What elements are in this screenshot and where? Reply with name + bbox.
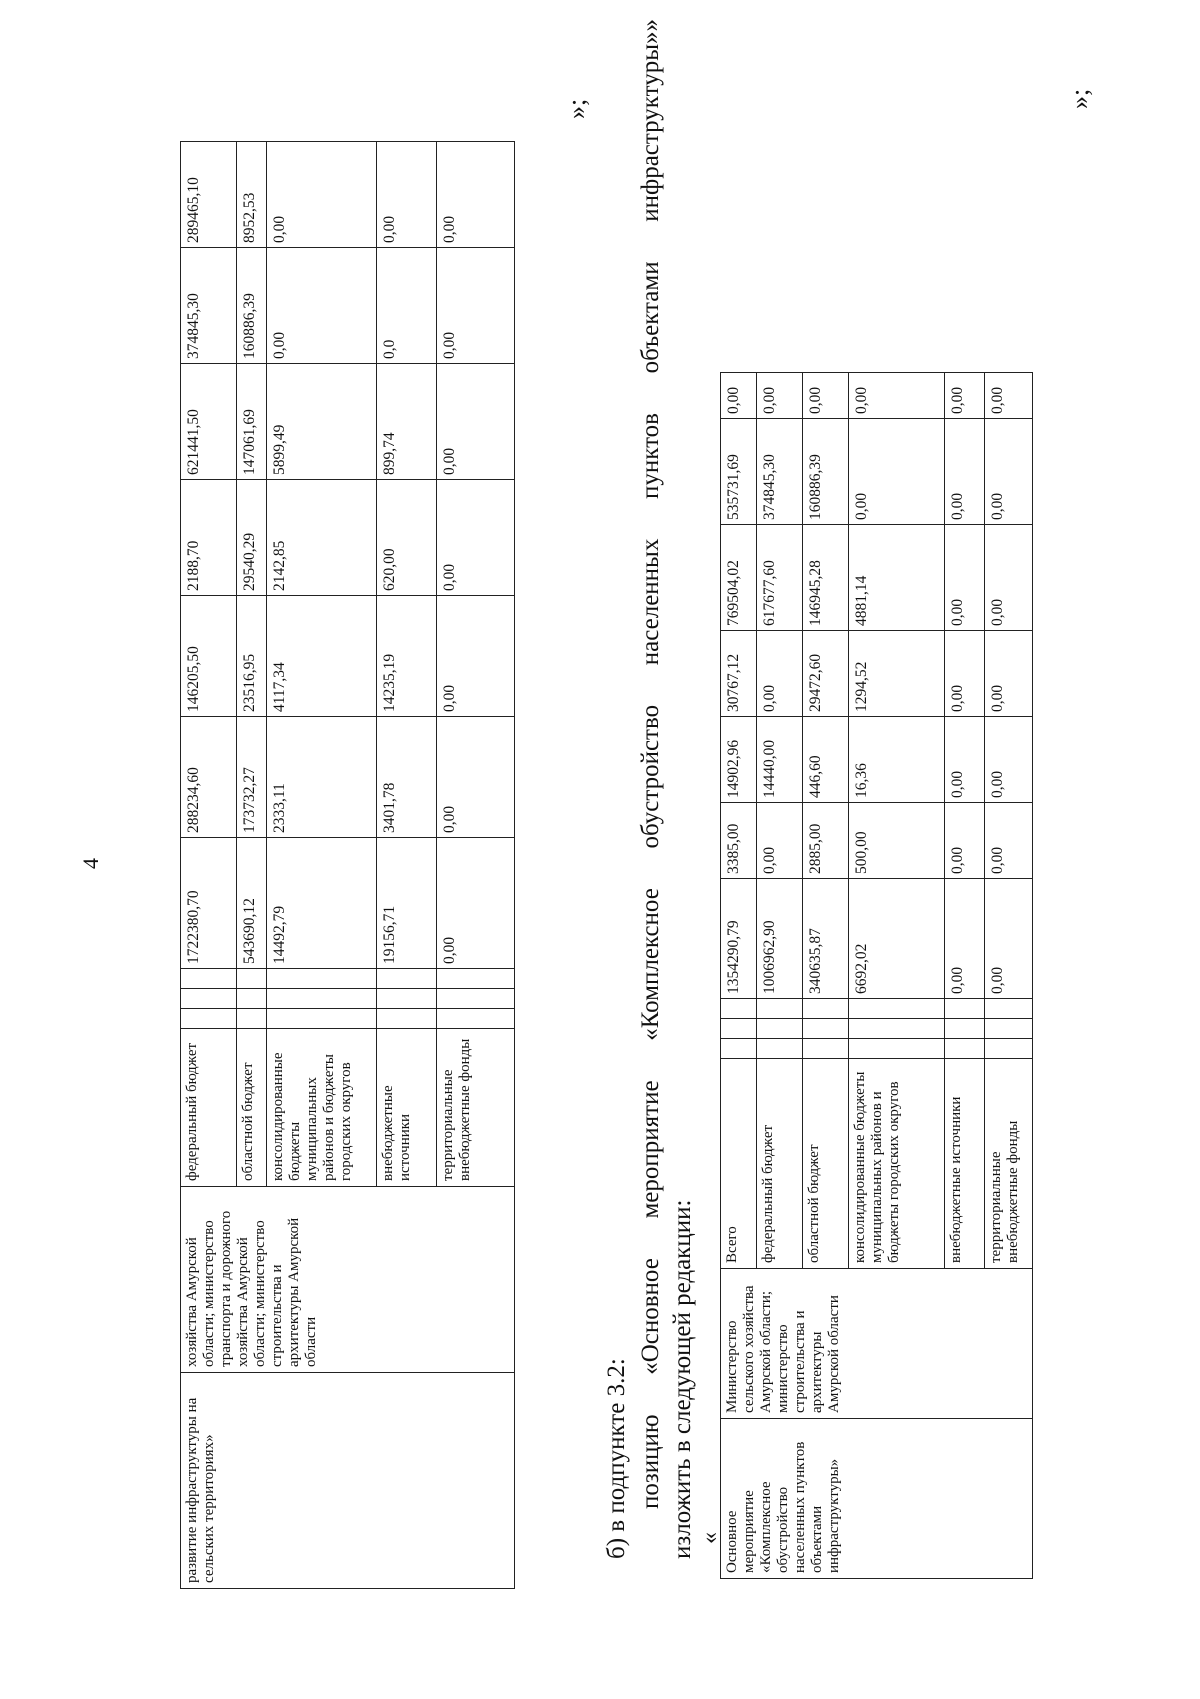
amount-cell: 0,00 — [945, 631, 985, 717]
blank-code-cell — [377, 969, 437, 989]
position-text: позицию «Основное мероприятие «Комплексное обустройство населенных пунктов объектами инфраструктуры»» — [637, 19, 664, 1509]
subparagraph-heading: б) в подпункте 3.2: — [603, 1358, 630, 1559]
funding-source-cell: областной бюджет — [237, 1029, 267, 1187]
amount-cell: 0,00 — [757, 631, 803, 717]
amount-cell: 0,00 — [985, 717, 1033, 803]
funding-table-1 — [180, 141, 515, 1589]
amount-cell: 0,00 — [985, 879, 1033, 999]
funding-source-cell: федеральный бюджет — [757, 1059, 803, 1269]
funding-table-2 — [720, 372, 1033, 1579]
amount-cell: 3385,00 — [721, 803, 757, 879]
amount-cell: 899,74 — [377, 364, 437, 480]
blank-code-cell — [985, 999, 1033, 1019]
amount-cell: 30767,12 — [721, 631, 757, 717]
amount-cell: 16,36 — [849, 717, 945, 803]
blank-code-cell — [721, 1039, 757, 1059]
blank-code-cell — [849, 1019, 945, 1039]
amount-cell: 288234,60 — [181, 717, 237, 838]
amount-cell: 160886,39 — [237, 248, 267, 364]
amount-cell: 0,00 — [945, 717, 985, 803]
blank-code-cell — [267, 989, 377, 1009]
activity-cell: развитие инфраструктуры на сельских территориях» — [181, 1373, 515, 1589]
amount-cell: 535731,69 — [721, 419, 757, 525]
amount-cell: 0,00 — [437, 142, 515, 248]
funding-source-cell: территориальные внебюджетные фонды — [437, 1029, 515, 1187]
amount-cell: 0,00 — [945, 373, 985, 419]
amount-cell: 0,00 — [437, 364, 515, 480]
amount-cell: 543690,12 — [237, 838, 267, 969]
amount-cell: 0,00 — [985, 631, 1033, 717]
amount-cell: 0,00 — [945, 525, 985, 631]
amount-cell: 0,00 — [985, 373, 1033, 419]
amount-cell: 0,00 — [985, 803, 1033, 879]
amount-cell: 19156,71 — [377, 838, 437, 969]
edit-instruction: изложить в следующей редакции: — [669, 1199, 696, 1559]
amount-cell: 0,00 — [757, 803, 803, 879]
executors-cell: Министерство сельского хозяйства Амурской области; министерство строительства и архитектуры Амурской области — [721, 1269, 1033, 1419]
amount-cell: 160886,39 — [803, 419, 849, 525]
amount-cell: 0,00 — [945, 879, 985, 999]
opening-quote: « — [697, 1532, 723, 1544]
blank-code-cell — [721, 1019, 757, 1039]
blank-code-cell — [267, 1009, 377, 1029]
amount-cell: 0,00 — [437, 717, 515, 838]
table2-closing-quote: »; — [1065, 88, 1094, 109]
amount-cell: 0,00 — [437, 596, 515, 717]
amount-cell: 1294,52 — [849, 631, 945, 717]
amount-cell: 3401,78 — [377, 717, 437, 838]
funding-source-cell: внебюджетные источники — [945, 1059, 985, 1269]
blank-code-cell — [803, 1019, 849, 1039]
funding-source-cell: консолидированные бюджеты муниципальных районов и бюджеты городских округов — [849, 1059, 945, 1269]
amount-cell: 6692,02 — [849, 879, 945, 999]
blank-code-cell — [757, 1019, 803, 1039]
blank-code-cell — [437, 989, 515, 1009]
amount-cell: 0,00 — [377, 142, 437, 248]
funding-source-cell: областной бюджет — [803, 1059, 849, 1269]
blank-code-cell — [803, 999, 849, 1019]
amount-cell: 0,00 — [945, 803, 985, 879]
funding-source-cell: Всего — [721, 1059, 757, 1269]
amount-cell: 620,00 — [377, 480, 437, 596]
activity-cell: Основное мероприятие «Комплексное обустройство населенных пунктов объектами инфраструктуры» — [721, 1419, 1033, 1579]
amount-cell: 5899,49 — [267, 364, 377, 480]
amount-cell: 0,00 — [803, 373, 849, 419]
amount-cell: 2188,70 — [181, 480, 237, 596]
amount-cell: 0,00 — [437, 248, 515, 364]
blank-code-cell — [849, 1039, 945, 1059]
blank-code-cell — [437, 1009, 515, 1029]
blank-code-cell — [849, 999, 945, 1019]
amount-cell: 1722380,70 — [181, 838, 237, 969]
amount-cell: 29540,29 — [237, 480, 267, 596]
blank-code-cell — [237, 989, 267, 1009]
amount-cell: 8952,53 — [237, 142, 267, 248]
amount-cell: 340635,87 — [803, 879, 849, 999]
blank-code-cell — [945, 1019, 985, 1039]
blank-code-cell — [945, 999, 985, 1019]
amount-cell: 0,00 — [267, 142, 377, 248]
amount-cell: 621441,50 — [181, 364, 237, 480]
amount-cell: 2885,00 — [803, 803, 849, 879]
blank-code-cell — [945, 1039, 985, 1059]
executors-cell: хозяйства Амурской области; министерство транспорта и дорожного хозяйства Амурской области; министерство строительства и архитектуры Амурской области — [181, 1187, 515, 1373]
amount-cell: 0,00 — [849, 419, 945, 525]
amount-cell: 0,00 — [757, 373, 803, 419]
amount-cell: 4117,34 — [267, 596, 377, 717]
blank-code-cell — [181, 1009, 237, 1029]
amount-cell: 769504,02 — [721, 525, 757, 631]
amount-cell: 14902,96 — [721, 717, 757, 803]
amount-cell: 14440,00 — [757, 717, 803, 803]
blank-code-cell — [437, 969, 515, 989]
blank-code-cell — [803, 1039, 849, 1059]
amount-cell: 0,00 — [985, 419, 1033, 525]
amount-cell: 29472,60 — [803, 631, 849, 717]
blank-code-cell — [377, 1009, 437, 1029]
table-row — [181, 142, 237, 1589]
amount-cell: 173732,27 — [237, 717, 267, 838]
blank-code-cell — [757, 999, 803, 1019]
amount-cell: 0,00 — [437, 480, 515, 596]
amount-cell: 500,00 — [849, 803, 945, 879]
amount-cell: 14235,19 — [377, 596, 437, 717]
blank-code-cell — [757, 1039, 803, 1059]
funding-source-cell: территориальные внебюджетные фонды — [985, 1059, 1033, 1269]
amount-cell: 147061,69 — [237, 364, 267, 480]
amount-cell: 0,00 — [721, 373, 757, 419]
amount-cell: 14492,79 — [267, 838, 377, 969]
funding-source-cell: консолидированные бюджеты муниципальных районов и бюджеты городских округов — [267, 1029, 377, 1187]
amount-cell: 0,00 — [945, 419, 985, 525]
blank-code-cell — [181, 969, 237, 989]
amount-cell: 146945,28 — [803, 525, 849, 631]
blank-code-cell — [267, 969, 377, 989]
blank-code-cell — [237, 1009, 267, 1029]
table1-closing-quote: »; — [562, 98, 591, 119]
amount-cell: 0,00 — [985, 525, 1033, 631]
amount-cell: 0,00 — [849, 373, 945, 419]
amount-cell: 0,0 — [377, 248, 437, 364]
amount-cell: 446,60 — [803, 717, 849, 803]
amount-cell: 289465,10 — [181, 142, 237, 248]
amount-cell: 0,00 — [437, 838, 515, 969]
amount-cell: 374845,30 — [181, 248, 237, 364]
table-row — [721, 373, 757, 1579]
blank-code-cell — [237, 969, 267, 989]
blank-code-cell — [985, 1019, 1033, 1039]
funding-source-cell: федеральный бюджет — [181, 1029, 237, 1187]
blank-code-cell — [985, 1039, 1033, 1059]
amount-cell: 374845,30 — [757, 419, 803, 525]
amount-cell: 1006962,90 — [757, 879, 803, 999]
blank-code-cell — [377, 989, 437, 1009]
amount-cell: 2333,11 — [267, 717, 377, 838]
amount-cell: 146205,50 — [181, 596, 237, 717]
amount-cell: 2142,85 — [267, 480, 377, 596]
blank-code-cell — [721, 999, 757, 1019]
amount-cell: 0,00 — [267, 248, 377, 364]
amount-cell: 1354290,79 — [721, 879, 757, 999]
funding-source-cell: внебюджетные источники — [377, 1029, 437, 1187]
amount-cell: 617677,60 — [757, 525, 803, 631]
amount-cell: 4881,14 — [849, 525, 945, 631]
blank-code-cell — [181, 989, 237, 1009]
amount-cell: 23516,95 — [237, 596, 267, 717]
page-number: 4 — [78, 858, 103, 869]
